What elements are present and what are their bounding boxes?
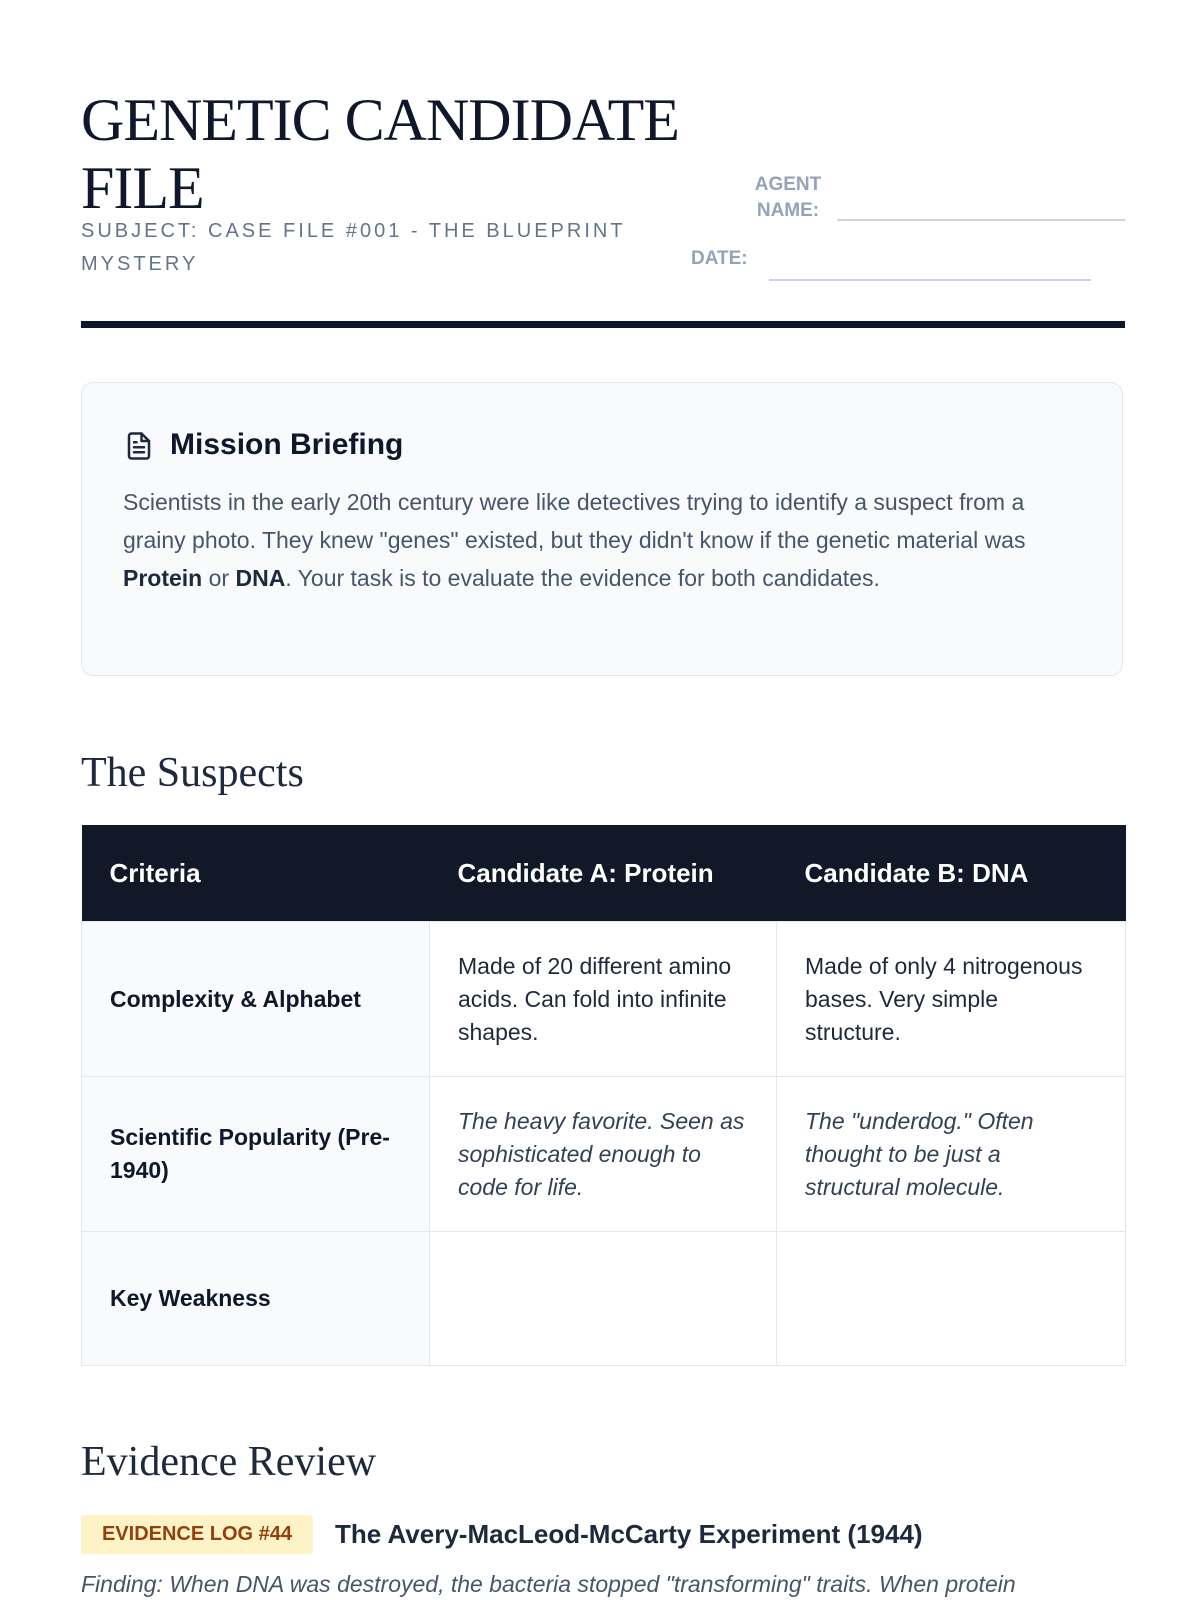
protein-answer-cell[interactable]	[430, 1232, 777, 1366]
mission-briefing-card	[81, 382, 1123, 676]
agent-name-label: AGENT NAME:	[754, 174, 822, 221]
dna-cell: Made of only 4 nitrogenous bases. Very simple structure.	[777, 922, 1126, 1077]
case-subject: SUBJECT: CASE FILE #001 - THE BLUEPRINT MYSTERY	[81, 220, 626, 275]
date-field[interactable]	[769, 279, 1091, 281]
table-row	[82, 922, 1126, 1077]
briefing-text-part2: . Your task is to evaluate the evidence for both candidates.	[285, 565, 880, 591]
table-row	[82, 1232, 1126, 1366]
document-icon	[124, 431, 154, 461]
table-row	[82, 1077, 1126, 1232]
briefing-text-part1: Scientists in the early 20th century were like detectives trying to identify a suspect from a grainy photo. They knew "genes" existed, but they didn't know if the genetic material was	[123, 489, 1026, 553]
evidence-review-heading: Evidence Review	[81, 1439, 377, 1485]
header-divider	[81, 321, 1125, 328]
dna-answer-cell[interactable]	[777, 1232, 1126, 1366]
criteria-cell: Complexity & Alphabet	[82, 922, 430, 1077]
criteria-cell: Key Weakness	[82, 1232, 430, 1366]
document-title: GENETIC CANDIDATE FILE	[81, 87, 679, 221]
protein-cell: The heavy favorite. Seen as sophisticated enough to code for life.	[430, 1077, 777, 1232]
criteria-cell: Scientific Popularity (Pre-1940)	[82, 1077, 430, 1232]
column-header-protein: Candidate A: Protein	[430, 825, 777, 922]
briefing-title: Mission Briefing	[170, 428, 404, 461]
table-header-row	[82, 825, 1126, 922]
highlight-protein: Protein	[123, 565, 203, 591]
protein-cell: Made of 20 different amino acids. Can fold into infinite shapes.	[430, 922, 777, 1077]
suspects-heading: The Suspects	[81, 750, 304, 796]
evidence-title: The Avery-MacLeod-McCarty Experiment (1944)	[335, 1519, 923, 1549]
highlight-dna: DNA	[235, 565, 286, 591]
suspects-table	[81, 825, 1126, 1366]
column-header-criteria: Criteria	[82, 825, 430, 922]
column-header-dna: Candidate B: DNA	[777, 825, 1126, 922]
agent-name-field[interactable]	[837, 219, 1125, 221]
briefing-text	[123, 483, 1083, 597]
date-label: DATE:	[691, 248, 748, 269]
briefing-text-or: or	[202, 565, 236, 591]
evidence-finding: Finding: When DNA was destroyed, the bacteria stopped "transforming" traits. When protein	[81, 1571, 1016, 1597]
dna-cell: The "underdog." Often thought to be just a structural molecule.	[777, 1077, 1126, 1232]
evidence-log-badge: EVIDENCE LOG #44	[81, 1515, 313, 1554]
file-header	[81, 86, 1125, 328]
